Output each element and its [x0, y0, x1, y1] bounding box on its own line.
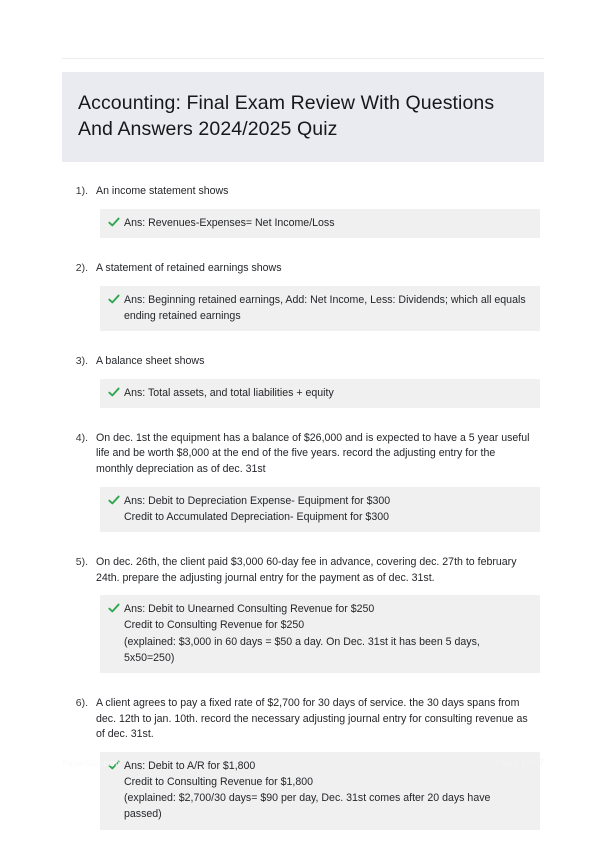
document-content: [0, 72, 606, 853]
answer-text: Ans: Revenues-Expenses= Net Income/Loss: [124, 216, 335, 229]
question-spacer: [0, 238, 606, 261]
document-title-block: [62, 72, 544, 162]
question-number: 6).: [75, 697, 88, 710]
answer-box: [100, 487, 540, 532]
question-answer-item: [0, 555, 606, 696]
question-row: [0, 696, 606, 743]
question-spacer: [0, 830, 606, 853]
answer-line: Credit to Accumulated Depreciation- Equipment for $300: [124, 510, 389, 523]
answer-text: Ans: Debit to Unearned Consulting Revenue for $250: [124, 603, 375, 616]
question-row: [0, 431, 606, 478]
answer-text: Ans: Beginning retained earnings, Add: Net Income, Less: Dividends; which all equals ending retained earnings: [124, 293, 526, 322]
answer-box: [100, 286, 540, 331]
question-number: 4).: [75, 431, 88, 444]
check-icon: [108, 216, 120, 229]
answer-line: [108, 385, 530, 401]
question-row: [0, 261, 606, 277]
answer-line: [108, 601, 530, 617]
question-text: On dec. 1st the equipment has a balance of $26,000 and is expected to have a 5 year useful life and be worth $8,000 at the end of the five years. record the adjusting entry for the monthly depreciation as of dec. 31st: [96, 431, 530, 476]
question-text: An income statement shows: [96, 185, 229, 198]
question-answer-item: [0, 261, 606, 354]
title-spacer: [0, 162, 606, 184]
answer-box: [100, 595, 540, 673]
check-icon: [108, 293, 120, 306]
question-number: 5).: [75, 556, 88, 569]
question-answer-item: [0, 184, 606, 261]
footer-page-number: Page 1 of 7: [495, 758, 544, 768]
header-divider: [62, 58, 544, 59]
answer-box: [100, 209, 540, 238]
question-spacer: [0, 673, 606, 696]
check-icon: [108, 386, 120, 399]
answer-text: Ans: Total assets, and total liabilities + equity: [124, 386, 334, 399]
question-text: On dec. 26th, the client paid $3,000 60-day fee in advance, covering dec. 27th to february 24th. prepare the adjusting journal entry for the payment as of dec. 31st.: [96, 556, 517, 584]
question-spacer: [0, 532, 606, 555]
question-number: 3).: [75, 355, 88, 368]
question-answer-item: [0, 431, 606, 555]
answer-line: [108, 215, 530, 231]
answer-text: Ans: Debit to Depreciation Expense- Equipment for $300: [124, 494, 391, 507]
question-spacer: [0, 331, 606, 354]
answer-box: [100, 379, 540, 408]
question-number: 1).: [75, 185, 88, 198]
page-title: Accounting: Final Exam Review With Questions And Answers 2024/2025 Quiz: [78, 92, 495, 141]
question-row: [0, 354, 606, 370]
check-icon: [108, 602, 120, 615]
answer-text: Ans: Debit to A/R for $1,800: [124, 759, 256, 772]
answer-line: Credit to Consulting Revenue for $250: [124, 619, 305, 632]
question-text: A statement of retained earnings shows: [96, 262, 282, 275]
question-text: A balance sheet shows: [96, 355, 205, 368]
question-answer-item: [0, 354, 606, 431]
question-text: A client agrees to pay a fixed rate of $2,700 for 30 days of service. the 30 days spans from dec. 12th to jan. 10th. record the necessary adjusting journal entry for consulting revenue as of dec. 31st.: [96, 697, 528, 741]
question-row: [0, 184, 606, 200]
answer-line: (explained: $3,000 in 60 days = $50 a day. On Dec. 31st it has been 5 days, 5x50=250): [124, 635, 480, 664]
question-spacer: [0, 408, 606, 431]
check-icon: [108, 494, 120, 507]
answer-line: (explained: $2,700/30 days= $90 per day, Dec. 31st comes after 20 days have passed): [124, 792, 491, 821]
question-row: [0, 555, 606, 586]
question-number: 2).: [75, 262, 88, 275]
document-footer: [0, 744, 606, 800]
answer-line: [108, 493, 530, 509]
answer-line: Credit to Consulting Revenue for $1,800: [124, 776, 314, 789]
answer-line: [108, 292, 530, 324]
footer-watermark: PaperStic.com: [62, 758, 120, 768]
